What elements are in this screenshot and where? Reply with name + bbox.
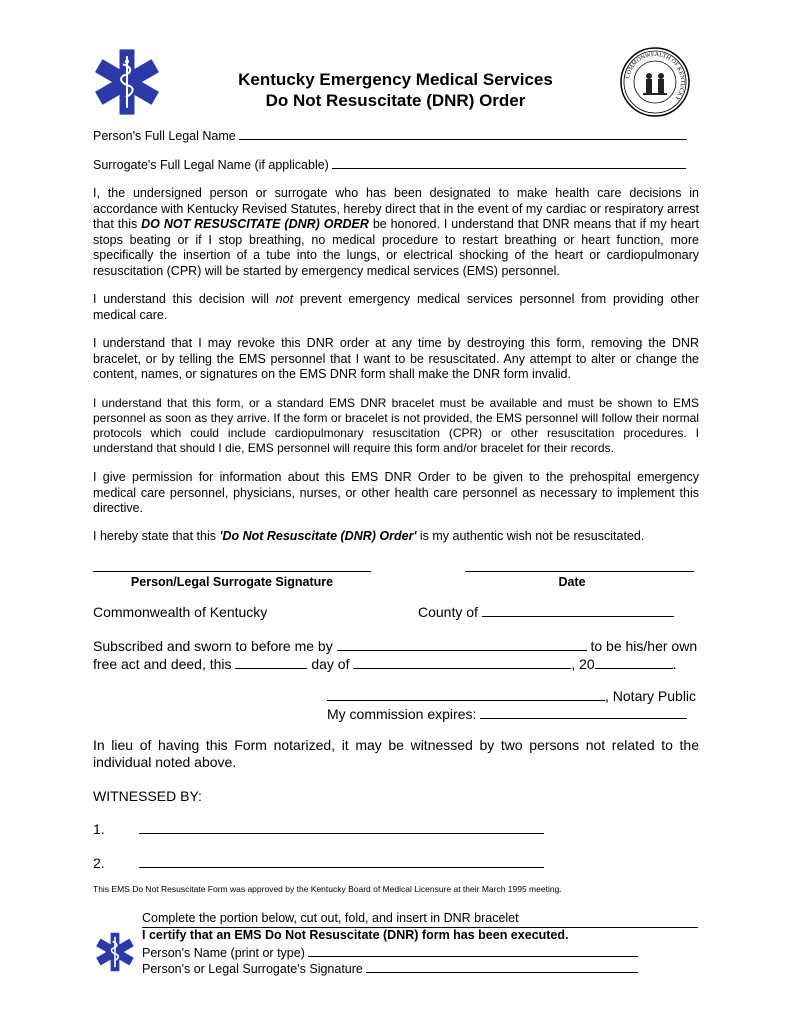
notary-signature-field[interactable] [327, 688, 605, 701]
deed-row [93, 656, 699, 673]
county-label: County of [418, 604, 478, 620]
full-name-label: Person's Full Legal Name [93, 129, 236, 143]
sworn-row [93, 638, 699, 655]
bracelet-instruction: Complete the portion below, cut out, fold, and insert in DNR bracelet [142, 911, 519, 925]
sworn-text-b: to be his/her own [590, 638, 698, 654]
paragraph-5: I give permission for information about this EMS DNR Order to be given to the prehospital emergency medical care personnel, physicians, nurses, or other health care personnel as necessary to implement this directive. [93, 470, 699, 515]
p1-emphasis: DO NOT RESUSCITATE (DNR) ORDER [141, 217, 369, 231]
date-label: Date [558, 575, 586, 589]
bracelet-signature-label: Person's or Legal Surrogate's Signature [142, 962, 363, 976]
deed-period: . [672, 656, 677, 672]
witness-2-line[interactable] [139, 867, 544, 868]
county-row [418, 604, 674, 621]
deed-month-field[interactable] [353, 656, 571, 669]
commonwealth-label: Commonwealth of Kentucky [93, 604, 268, 620]
full-name-field[interactable] [239, 127, 687, 140]
notary-label: , Notary Public [605, 688, 697, 704]
sworn-name-field[interactable] [337, 638, 587, 651]
seal-text: COMMONWEALTH OF KENTUCKY [625, 51, 686, 102]
p2-text-a: I understand this decision will [93, 292, 276, 306]
deed-year-field[interactable] [595, 656, 673, 669]
star-of-life-small-icon [95, 932, 135, 972]
bracelet-signature-row [142, 960, 638, 977]
witness-2-number: 2. [93, 855, 105, 871]
paragraph-3: I understand that I may revoke this DNR order at any time by destroying this form, removing the DNR bracelet, or by telling the EMS personnel that I want to be resuscitated. Any attempt to alter or change the content, names, or signatures on the EMS DNR form shall make the DNR form invalid. [93, 336, 699, 381]
signature-label: Person/Legal Surrogate Signature [130, 575, 334, 589]
bracelet-signature-field[interactable] [366, 960, 638, 973]
p6-text-a: I hereby state that this [93, 529, 220, 543]
sworn-text-a: Subscribed and sworn to before me by [93, 638, 333, 654]
in-lieu-text: In lieu of having this Form notarized, it may be witnessed by two persons not related to the individual noted above. [93, 737, 699, 770]
paragraph-6 [93, 529, 699, 545]
bracelet-name-label: Person's Name (print or type) [142, 946, 305, 960]
county-field[interactable] [482, 604, 674, 617]
commission-row [327, 706, 687, 723]
bracelet-certify: I certify that an EMS Do Not Resuscitate (DNR) form has been executed. [142, 928, 569, 942]
deed-day-field[interactable] [235, 656, 307, 669]
deed-text-a: free act and deed, this [93, 656, 232, 672]
p1-text-a: I, the undersigned person or surrogate who has been designated to make health care decisions in accordance with Kentucky Revised Statutes, hereby direct that in the event of my cardiac or respiratory arrest that this [93, 186, 699, 231]
deed-text-b: day of [311, 656, 350, 672]
p2-text-b: prevent emergency medical services personnel from providing other medical care. [93, 292, 699, 322]
surrogate-name-label: Surrogate's Full Legal Name (if applicable) [93, 158, 329, 172]
p1-text-b: be honored. I understand that DNR means that if my heart stops beating or if I stop breathing, no medical procedure to restart breathing or heart function, more specifically the insertion of a tube into the lungs, or electrical shocking of the heart or cardiopulmonary resuscitation (CPR) will be started by emergency medical services (EMS) personnel. [93, 217, 700, 278]
commission-label: My commission expires: [327, 706, 477, 722]
p2-emphasis: not [275, 292, 294, 306]
surrogate-name-field[interactable] [332, 156, 686, 169]
date-line[interactable] [465, 571, 694, 572]
witnessed-by-heading: WITNESSED BY: [93, 788, 202, 804]
approval-note: This EMS Do Not Resuscitate Form was approved by the Kentucky Board of Medical Licensure at their March 1995 meeting. [93, 884, 562, 894]
paragraph-4: I understand that this form, or a standard EMS DNR bracelet must be available and must be shown to EMS personnel as soon as they arrive. If the form or bracelet is not provided, the EMS personnel will follow their normal protocols which could include cardiopulmonary resuscitation (CPR) or other resuscitation procedures. I understand that should I die, EMS personnel will require this form and/or bracelet for their records. [93, 396, 699, 455]
p6-text-b: is my authentic wish not be resuscitated. [416, 529, 645, 543]
title-line-2: Do Not Resuscitate (DNR) Order [265, 91, 526, 110]
kentucky-seal-icon [619, 46, 691, 118]
commission-field[interactable] [480, 706, 687, 719]
notary-row [327, 688, 696, 705]
paragraph-2 [93, 292, 699, 323]
surrogate-name-row [93, 156, 699, 173]
bracelet-name-row [142, 944, 638, 961]
bracelet-name-field[interactable] [308, 944, 638, 957]
witness-1-line[interactable] [139, 833, 544, 834]
p6-emphasis: 'Do Not Resuscitate (DNR) Order' [219, 529, 417, 543]
deed-text-c: , 20 [571, 656, 595, 672]
witness-1-number: 1. [93, 821, 105, 837]
full-name-row [93, 127, 699, 144]
title-line-1: Kentucky Emergency Medical Services [238, 70, 553, 89]
paragraph-1 [93, 186, 699, 279]
signature-line[interactable] [93, 571, 371, 572]
